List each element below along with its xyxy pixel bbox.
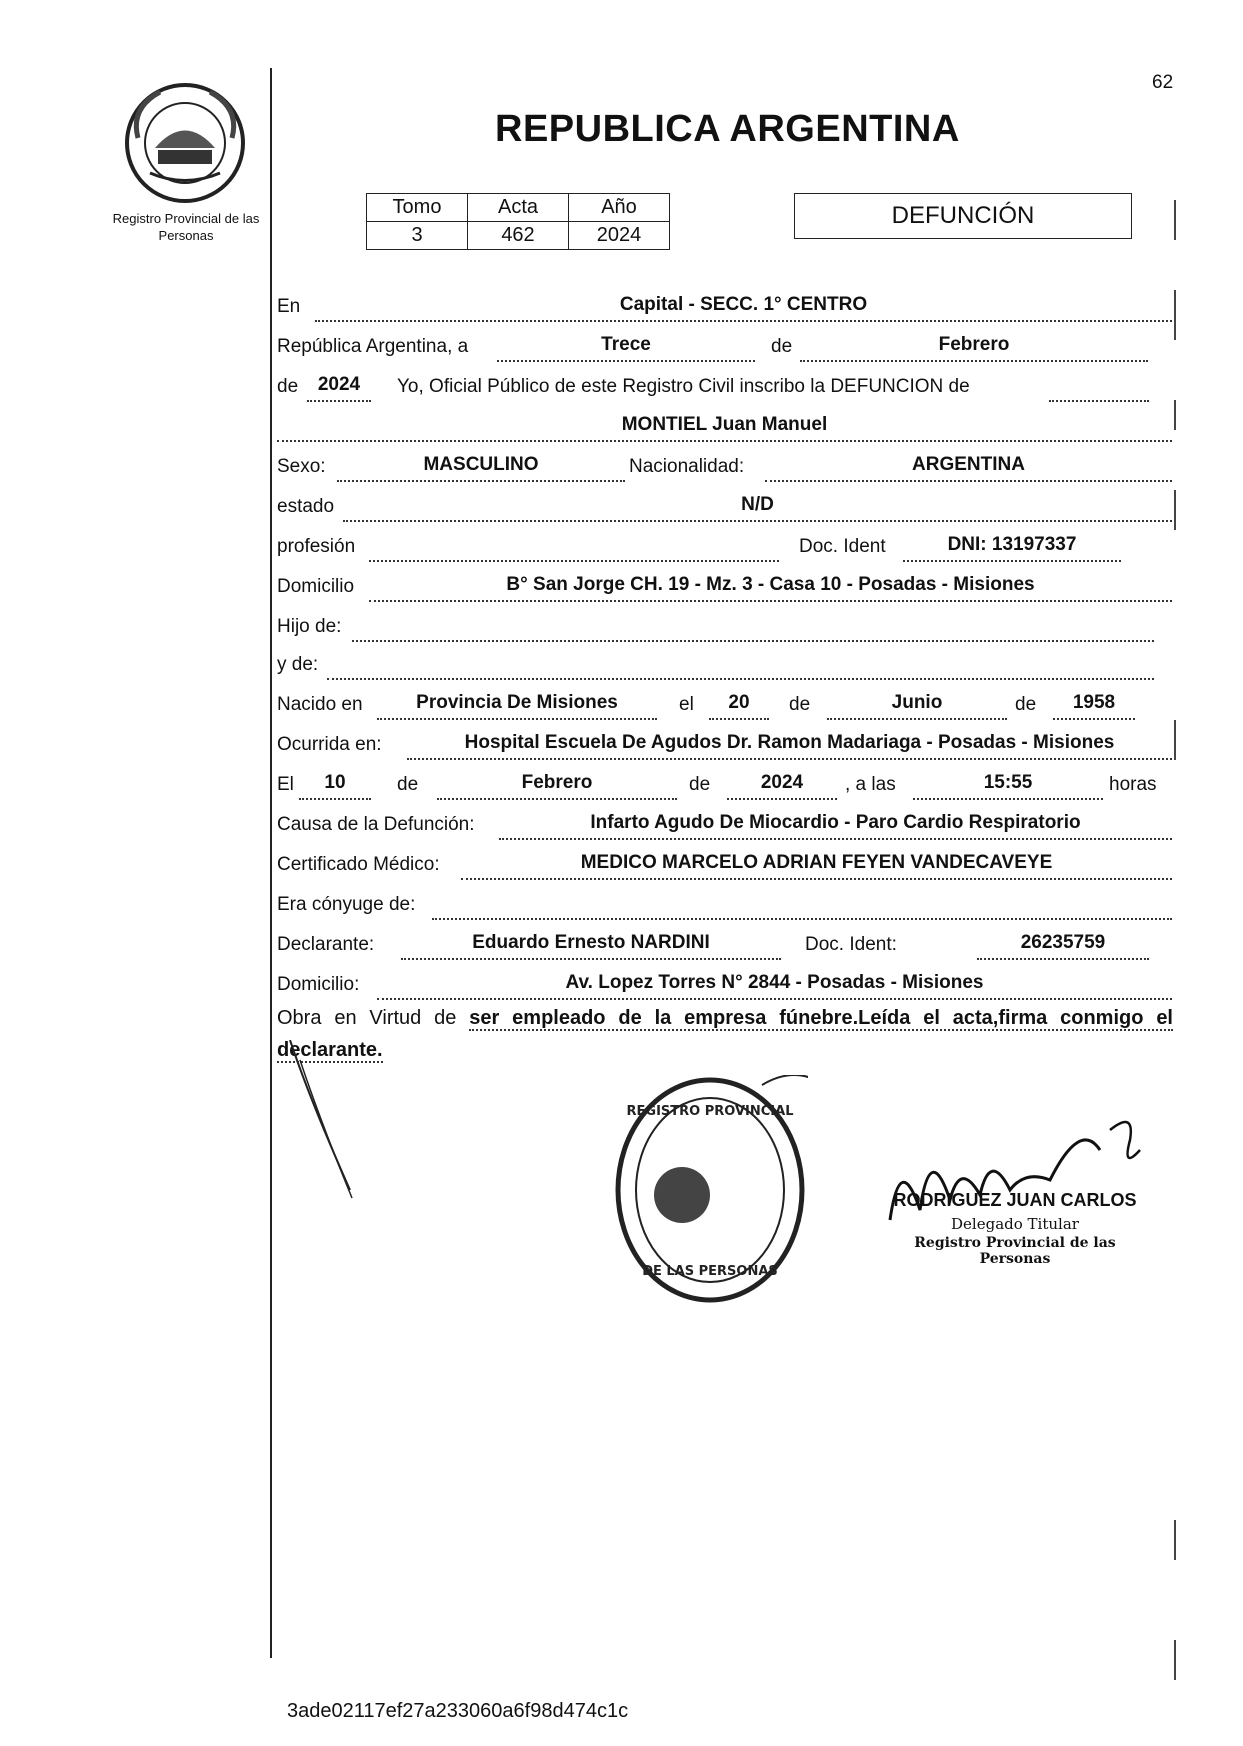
row-sex bbox=[277, 442, 1172, 482]
label-nacionalidad: Nacionalidad: bbox=[629, 456, 745, 477]
field-declarant: Eduardo Ernesto NARDINI bbox=[401, 924, 781, 960]
field-child-of-1 bbox=[352, 606, 1154, 642]
field-birth-place: Provincia De Misiones bbox=[377, 684, 657, 720]
label-hijo-de: Hijo de: bbox=[277, 616, 342, 637]
signer-name: RODRIGUEZ JUAN CARLOS bbox=[893, 1190, 1137, 1210]
field-profession bbox=[369, 526, 779, 562]
document-hash: 3ade02117ef27a233060a6f98d474c1c bbox=[287, 1700, 629, 1722]
label-sexo: Sexo: bbox=[277, 456, 326, 477]
acta-value: 462 bbox=[468, 222, 569, 250]
svg-text:REGISTRO PROVINCIAL: REGISTRO PROVINCIAL bbox=[626, 1104, 794, 1119]
row-date bbox=[277, 322, 1172, 362]
field-occurred-at: Hospital Escuela De Agudos Dr. Ramon Madariaga - Posadas - Misiones bbox=[407, 724, 1172, 760]
field-doc-ident: DNI: 13197337 bbox=[903, 526, 1121, 562]
label-de-death-month: de bbox=[397, 774, 419, 795]
label-declarante: Declarante: bbox=[277, 934, 375, 955]
field-declarant-address: Av. Lopez Torres N° 2844 - Posadas - Misiones bbox=[377, 964, 1172, 1000]
label-a-las: , a las bbox=[845, 774, 896, 795]
label-de-birth-month: de bbox=[789, 694, 811, 715]
field-death-day: 10 bbox=[299, 764, 371, 800]
anio-value: 2024 bbox=[569, 222, 670, 250]
field-year: 2024 bbox=[307, 366, 371, 402]
row-and-of bbox=[277, 640, 1172, 680]
label-de-death-year: de bbox=[689, 774, 711, 795]
acta-header: Acta bbox=[468, 194, 569, 222]
row-address bbox=[277, 562, 1172, 602]
tomo-value: 3 bbox=[367, 222, 468, 250]
row-declarant-address bbox=[277, 960, 1172, 1000]
field-declarant-doc: 26235759 bbox=[977, 924, 1149, 960]
row-birth bbox=[277, 680, 1172, 720]
signer-block bbox=[880, 1190, 1150, 1267]
label-de-birth-year: de bbox=[1015, 694, 1037, 715]
signer-role: Delegado Titular bbox=[951, 1215, 1079, 1233]
obra-text: ser empleado de la empresa fúnebre.Leída el acta,firma conmigo el declarante. bbox=[277, 1007, 1173, 1061]
label-el-cap: El bbox=[277, 774, 294, 795]
label-doc-ident: Doc. Ident bbox=[799, 536, 886, 557]
label-obra: Obra en Virtud de bbox=[277, 1007, 457, 1029]
row-declarant bbox=[277, 920, 1172, 960]
label-en: En bbox=[277, 296, 301, 317]
row-certificate bbox=[277, 840, 1172, 880]
label-doc-ident-2: Doc. Ident: bbox=[805, 934, 897, 955]
field-cause: Infarto Agudo De Miocardio - Paro Cardio Respiratorio bbox=[499, 804, 1172, 840]
label-certificado: Certificado Médico: bbox=[277, 854, 440, 875]
row-profession bbox=[277, 522, 1172, 562]
svg-text:DE LAS PERSONAS: DE LAS PERSONAS bbox=[642, 1264, 778, 1279]
field-birth-day: 20 bbox=[709, 684, 769, 720]
field-nationality: ARGENTINA bbox=[765, 446, 1172, 482]
row-child-of bbox=[277, 602, 1172, 642]
field-civil-status: N/D bbox=[343, 486, 1172, 522]
field-death-month: Febrero bbox=[437, 764, 677, 800]
record-type: DEFUNCIÓN bbox=[794, 193, 1132, 239]
row-status bbox=[277, 482, 1172, 522]
tomo-header: Tomo bbox=[367, 194, 468, 222]
label-conyuge: Era cónyuge de: bbox=[277, 894, 416, 915]
record-reference-table bbox=[366, 193, 670, 250]
row-death-date bbox=[277, 760, 1172, 800]
field-death-time: 15:55 bbox=[913, 764, 1103, 800]
row-year bbox=[277, 362, 1172, 402]
margin-line bbox=[270, 68, 272, 1658]
label-republica: República Argentina, a bbox=[277, 336, 469, 357]
field-birth-year: 1958 bbox=[1053, 684, 1135, 720]
row-cause bbox=[277, 800, 1172, 840]
field-day-text: Trece bbox=[497, 326, 755, 362]
field-spouse bbox=[432, 884, 1172, 920]
label-nacido-en: Nacido en bbox=[277, 694, 363, 715]
field-sex: MASCULINO bbox=[337, 446, 625, 482]
page-edge-marks bbox=[1172, 200, 1178, 1680]
field-death-year: 2024 bbox=[727, 764, 837, 800]
label-yo: Yo, Oficial Público de este Registro Civil inscribo la DEFUNCION de bbox=[397, 376, 970, 397]
field-filler bbox=[1049, 366, 1149, 402]
label-estado: estado bbox=[277, 496, 335, 517]
field-child-of-2 bbox=[327, 644, 1154, 680]
row-occurred bbox=[277, 720, 1172, 760]
label-ocurrida-en: Ocurrida en: bbox=[277, 734, 382, 755]
label-domicilio-2: Domicilio: bbox=[277, 974, 360, 995]
row-deceased bbox=[277, 402, 1172, 442]
field-address: B° San Jorge CH. 19 - Mz. 3 - Casa 10 - Posadas - Misiones bbox=[369, 566, 1172, 602]
margin-stroke bbox=[280, 1040, 360, 1200]
label-domicilio: Domicilio bbox=[277, 576, 355, 597]
field-birth-month: Junio bbox=[827, 684, 1007, 720]
org-name: Registro Provincial de las Personas bbox=[112, 211, 260, 243]
page-number: 62 bbox=[1152, 72, 1174, 93]
row-place bbox=[277, 282, 1172, 322]
field-month: Febrero bbox=[800, 326, 1148, 362]
label-causa: Causa de la Defunción: bbox=[277, 814, 475, 835]
label-de-year: de bbox=[277, 376, 299, 397]
label-y-de: y de: bbox=[277, 654, 319, 675]
label-el: el bbox=[679, 694, 694, 715]
label-horas: horas bbox=[1109, 774, 1157, 795]
label-profesion: profesión bbox=[277, 536, 356, 557]
signer-org: Registro Provincial de las Personas bbox=[914, 1235, 1116, 1267]
field-deceased-name: MONTIEL Juan Manuel bbox=[277, 406, 1172, 442]
obra-en-virtud bbox=[277, 1002, 1173, 1066]
row-spouse bbox=[277, 880, 1172, 920]
anio-header: Año bbox=[569, 194, 670, 222]
field-place: Capital - SECC. 1° CENTRO bbox=[315, 286, 1172, 322]
label-de: de bbox=[771, 336, 793, 357]
provincial-seal bbox=[120, 78, 250, 208]
field-medical-certificate: MEDICO MARCELO ADRIAN FEYEN VANDECAVEYE bbox=[461, 844, 1172, 880]
official-stamp bbox=[612, 1075, 808, 1305]
page-title: REPUBLICA ARGENTINA bbox=[495, 108, 960, 150]
